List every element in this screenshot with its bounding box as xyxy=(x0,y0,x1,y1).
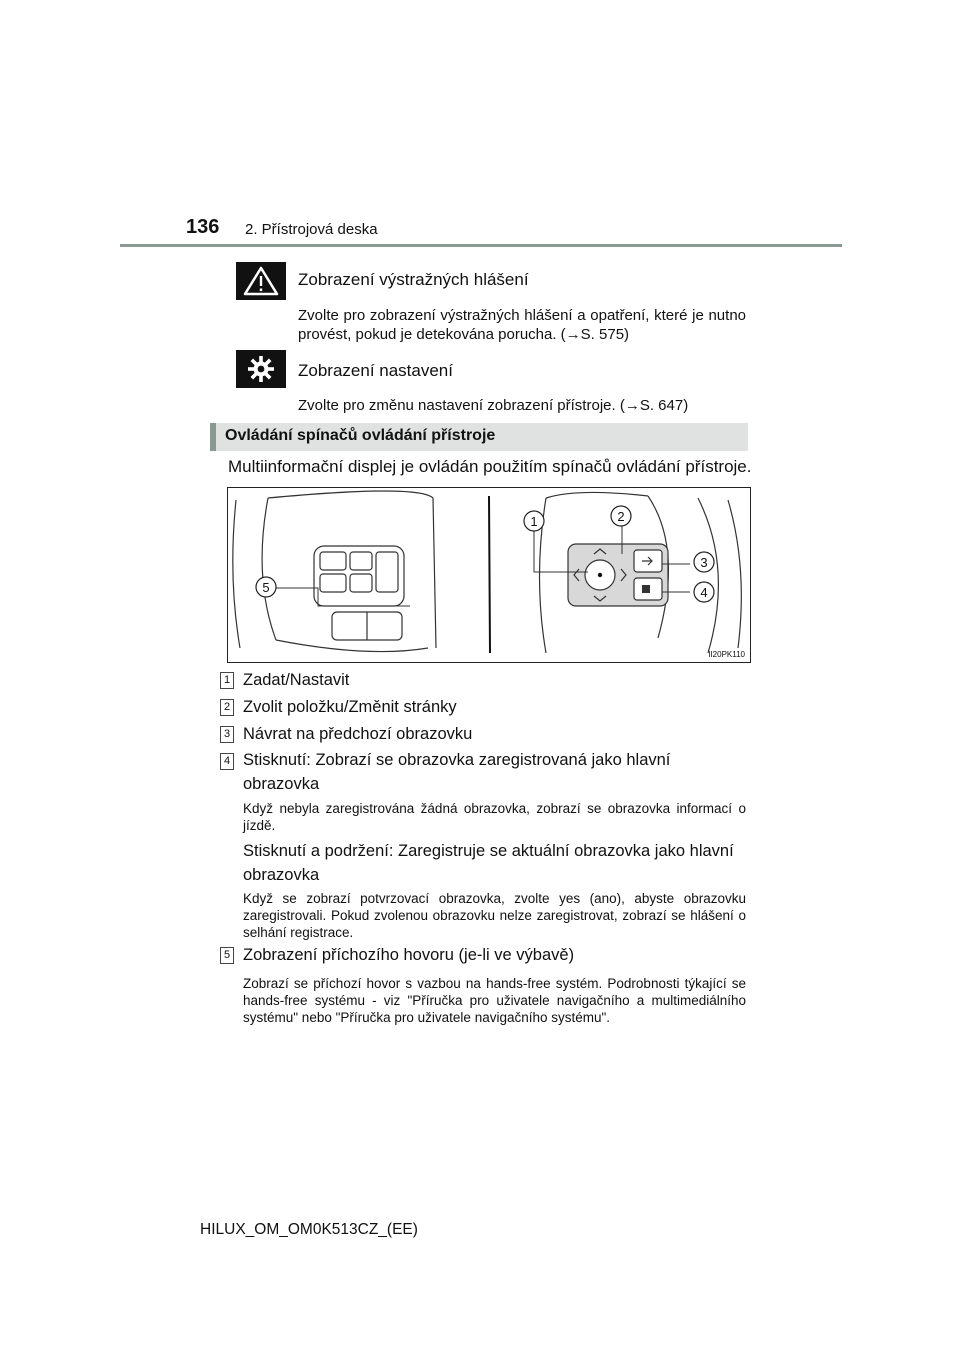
callout-4: 4 xyxy=(700,585,708,600)
list-item-1-label: Zadat/Nastavit xyxy=(243,671,350,689)
list-number-4: 4 xyxy=(220,753,234,770)
list-item-3-label: Návrat na předchozí obrazovku xyxy=(243,725,473,743)
section-title: Ovládání spínačů ovládání přístroje xyxy=(225,427,496,444)
list-number-5: 5 xyxy=(220,947,234,964)
callout-3: 3 xyxy=(700,555,708,570)
warning-item-title: Zobrazení výstražných hlášení xyxy=(298,270,529,289)
list-number-1: 1 xyxy=(220,672,234,689)
steering-wheel-drawing xyxy=(228,488,750,662)
list-item-5-label: Zobrazení příchozího hovoru (je-li ve výbavě) xyxy=(243,946,575,964)
warning-item-description: Zvolte pro zobrazení výstražných hlášení a opatření, které je nutno provést, pokud je detekována porucha. (→S. 575) xyxy=(298,307,746,343)
chapter-title: 2. Přístrojová deska xyxy=(245,221,378,238)
document-code: HILUX_OM_OM0K513CZ_(EE) xyxy=(200,1221,418,1238)
list-item-4-hold-label: Stisknutí a podržení: Zaregistruje se aktuální obrazovka jako hlavní obrazovka xyxy=(243,842,734,884)
callout-2: 2 xyxy=(617,509,625,524)
steering-switches-illustration xyxy=(227,487,751,663)
settings-item-title: Zobrazení nastavení xyxy=(298,361,453,380)
list-item-2-label: Zvolit položku/Změnit stránky xyxy=(243,698,457,716)
list-item-4-label: Stisknutí: Zobrazí se obrazovka zaregistrovaná jako hlavní obrazovka xyxy=(243,751,671,793)
callout-1: 1 xyxy=(530,514,538,529)
settings-item-description: Zvolte pro změnu nastavení zobrazení přístroje. (→S. 647) xyxy=(298,397,689,414)
figure-code: II20PK110 xyxy=(708,650,745,659)
section-accent xyxy=(210,423,216,451)
callout-5: 5 xyxy=(262,580,270,595)
list-number-2: 2 xyxy=(220,699,234,716)
page-number: 136 xyxy=(186,216,220,238)
section-header xyxy=(210,423,748,451)
warning-triangle-icon xyxy=(236,262,286,300)
section-intro: Multiinformační displej je ovládán použitím spínačů ovládání přístroje. xyxy=(228,457,752,476)
list-item-4-note: Když nebyla zaregistrována žádná obrazovka, zobrazí se obrazovka informací o jízdě. xyxy=(243,801,746,833)
list-number-3: 3 xyxy=(220,726,234,743)
list-item-5-note: Zobrazí se příchozí hovor s vazbou na hands-free systém. Podrobnosti týkající se hands-free systému - viz "Příručka pro uživatele navigačního a multimediálního systému" nebo "Příručka pro uživatele navigačního systému". xyxy=(243,976,746,1025)
gear-icon xyxy=(236,350,286,388)
header-divider xyxy=(120,244,842,247)
list-item-4-hold-note: Když se zobrazí potvrzovací obrazovka, zvolte yes (ano), abyste obrazovku zaregistrovali. Pokud zvolenou obrazovku nelze zaregistrovat, zobrazí se hlášení o selhání registrace. xyxy=(243,891,746,940)
